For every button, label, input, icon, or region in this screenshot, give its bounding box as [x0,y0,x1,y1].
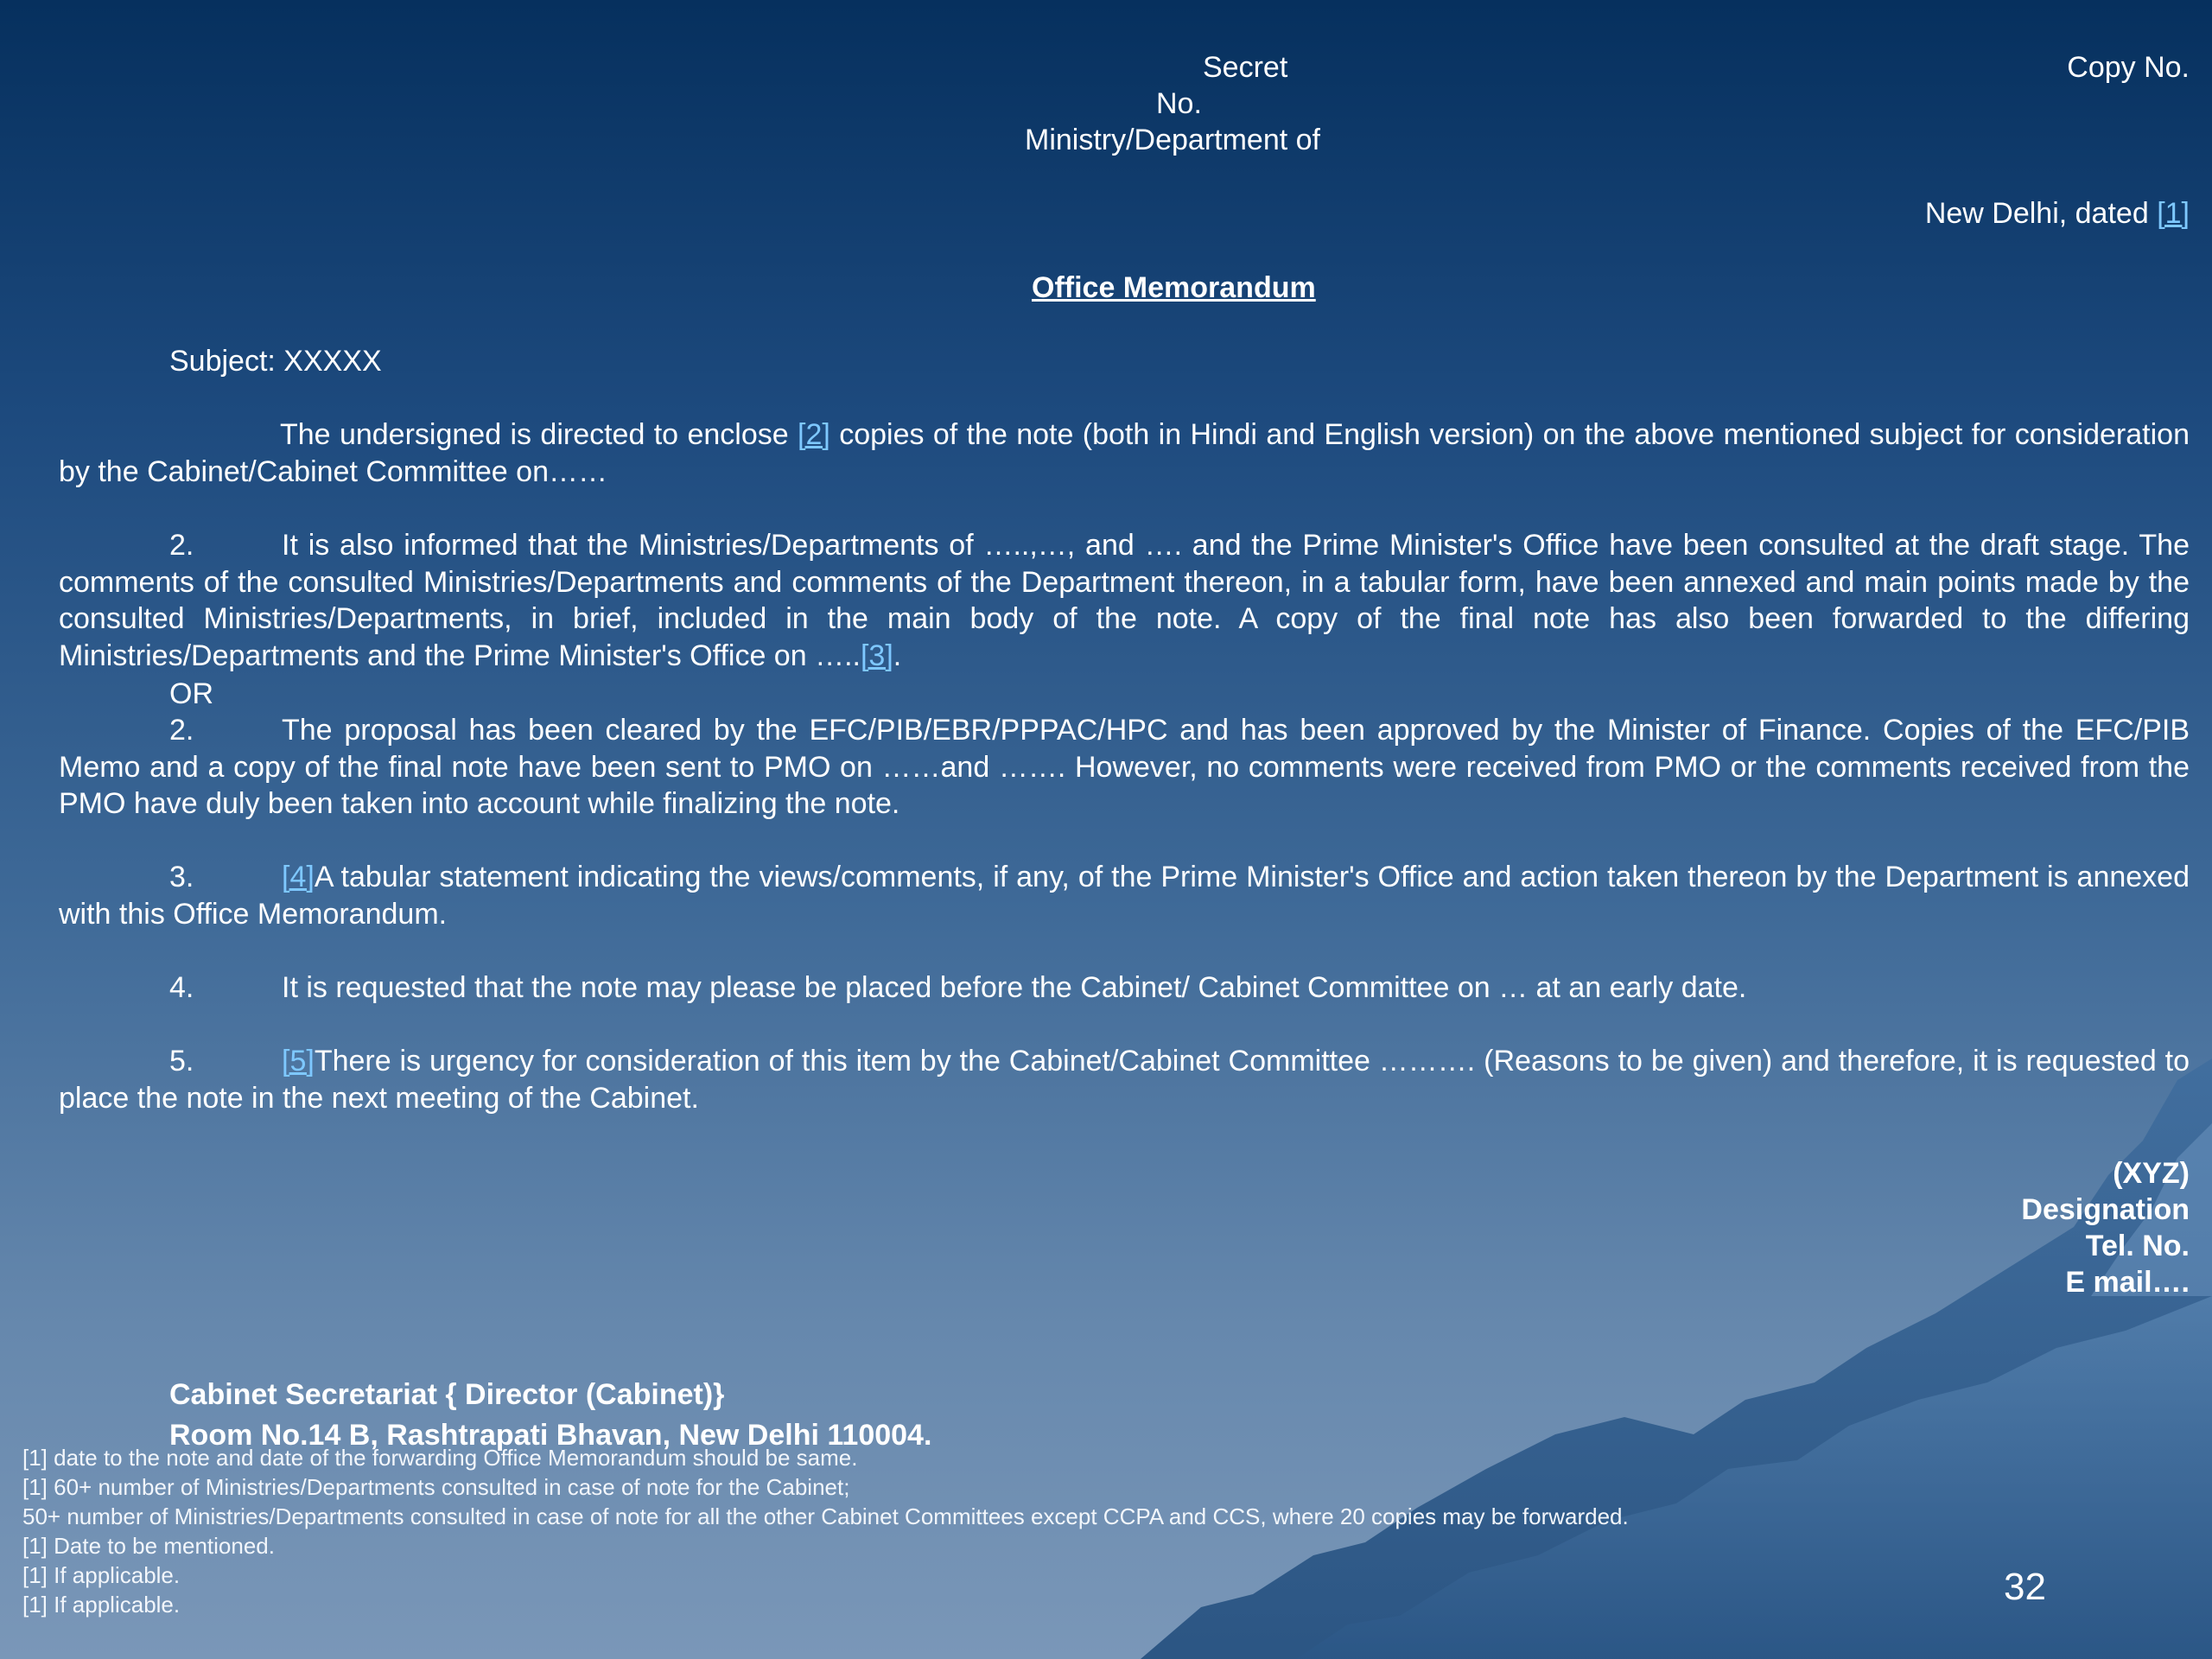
signatory-tel: Tel. No. [2085,1230,2190,1262]
signatory-email: E mail…. [2065,1266,2190,1299]
paragraph-3-text: A tabular statement indicating the views/comments, if any, of the Prime Minister's Office and action taken thereon by the Department is annexed with this Office Memorandum. [59,861,2190,931]
footnote-5: [1] If applicable. [22,1592,181,1618]
subject-line: Subject: XXXXX [169,345,382,378]
signatory-name: (XYZ) [2113,1157,2190,1190]
page-title: Office Memorandum [1032,271,1316,304]
paragraph-2b-text: The proposal has been cleared by the EFC/PIB/EBR/PPPAC/HPC and has been approved by the Minister of Finance. Copies of the EFC/PIB Memo and a copy of the final note have been sent to PMO on ……and ……. However, no comments were received from PMO or the comments received from the PMO have duly been taken into account while finalizing the note. [59,714,2190,820]
or-label: OR [169,677,213,710]
dated-line [1925,195,2190,232]
footnote-link-2[interactable]: [2] [798,418,830,451]
address-line-1: Cabinet Secretariat { Director (Cabinet)} [169,1378,725,1411]
secret-label: Secret [1203,51,1288,84]
paragraph-2a-number: 2. [169,529,194,562]
paragraph-5-text: There is urgency for consideration of this item by the Cabinet/Cabinet Committee ………. (Reasons to be given) and therefore, it is requested to place the note in the next meeting of the Cabinet. [59,1045,2190,1115]
footnote-2-continued: 50+ number of Ministries/Departments consulted in case of note for all the other Cabinet Committees except CCPA and CCS, where 20 copies may be forwarded. [22,1503,1629,1529]
paragraph-3 [59,859,2190,932]
paragraph-2a [59,527,2190,674]
footnote-2: [1] 60+ number of Ministries/Departments consulted in case of note for the Cabinet; [22,1474,850,1500]
footnote-1: [1] date to the note and date of the forwarding Office Memorandum should be same. [22,1445,858,1471]
paragraph-1 [59,416,2190,490]
footnote-link-5[interactable]: [5] [282,1045,315,1077]
dated-text: New Delhi, dated [1924,197,2158,230]
paragraph-2b [59,712,2190,823]
paragraph-2b-number: 2. [169,714,194,747]
paragraph-5 [59,1043,2190,1116]
address-line-2: Room No.14 B, Rashtrapati Bhavan, New Delhi 110004. [169,1419,932,1452]
footnote-link-4[interactable]: [4] [282,861,315,893]
paragraph-1-text-b: copies of the note (both in Hindi and English version) on the above mentioned subject for consideration by the Cabinet/Cabinet Committee on…… [59,418,2190,488]
paragraph-4 [59,969,2190,1007]
ministry-label: Ministry/Department of [1025,124,1320,156]
footnote-3: [1] Date to be mentioned. [22,1533,275,1559]
signatory-designation: Designation [2021,1193,2190,1226]
paragraph-3-number: 3. [169,861,194,893]
footnote-4: [1] If applicable. [22,1562,181,1588]
copy-no-label: Copy No. [2067,51,2190,84]
paragraph-2a-text: It is also informed that the Ministries/Departments of …..,…, and …. and the Prime Minister's Office have been consulted at the draft stage. The comments of the consulted Ministries/Departments and comments of the Department thereon, in a tabular form, have been annexed and main points made by the consulted Ministries/Departments, in brief, included in the main body of the note. A copy of the final note has also been forwarded to the differing Ministries/Departments and the Prime Minister's Office on ….. [59,529,2190,672]
paragraph-4-number: 4. [169,971,194,1004]
number-label: No. [1156,87,1202,120]
paragraph-4-text: It is requested that the note may please be placed before the Cabinet/ Cabinet Committee on … at an early date. [282,971,1747,1004]
paragraph-1-text-a: The undersigned is directed to enclose [280,418,798,451]
paragraph-5-number: 5. [169,1045,194,1077]
paragraph-2a-end: . [893,639,902,672]
footnote-link-3[interactable]: [3] [860,639,893,672]
page-number: 32 [2004,1566,2046,1608]
footnote-link-1[interactable]: [1] [2157,197,2190,230]
